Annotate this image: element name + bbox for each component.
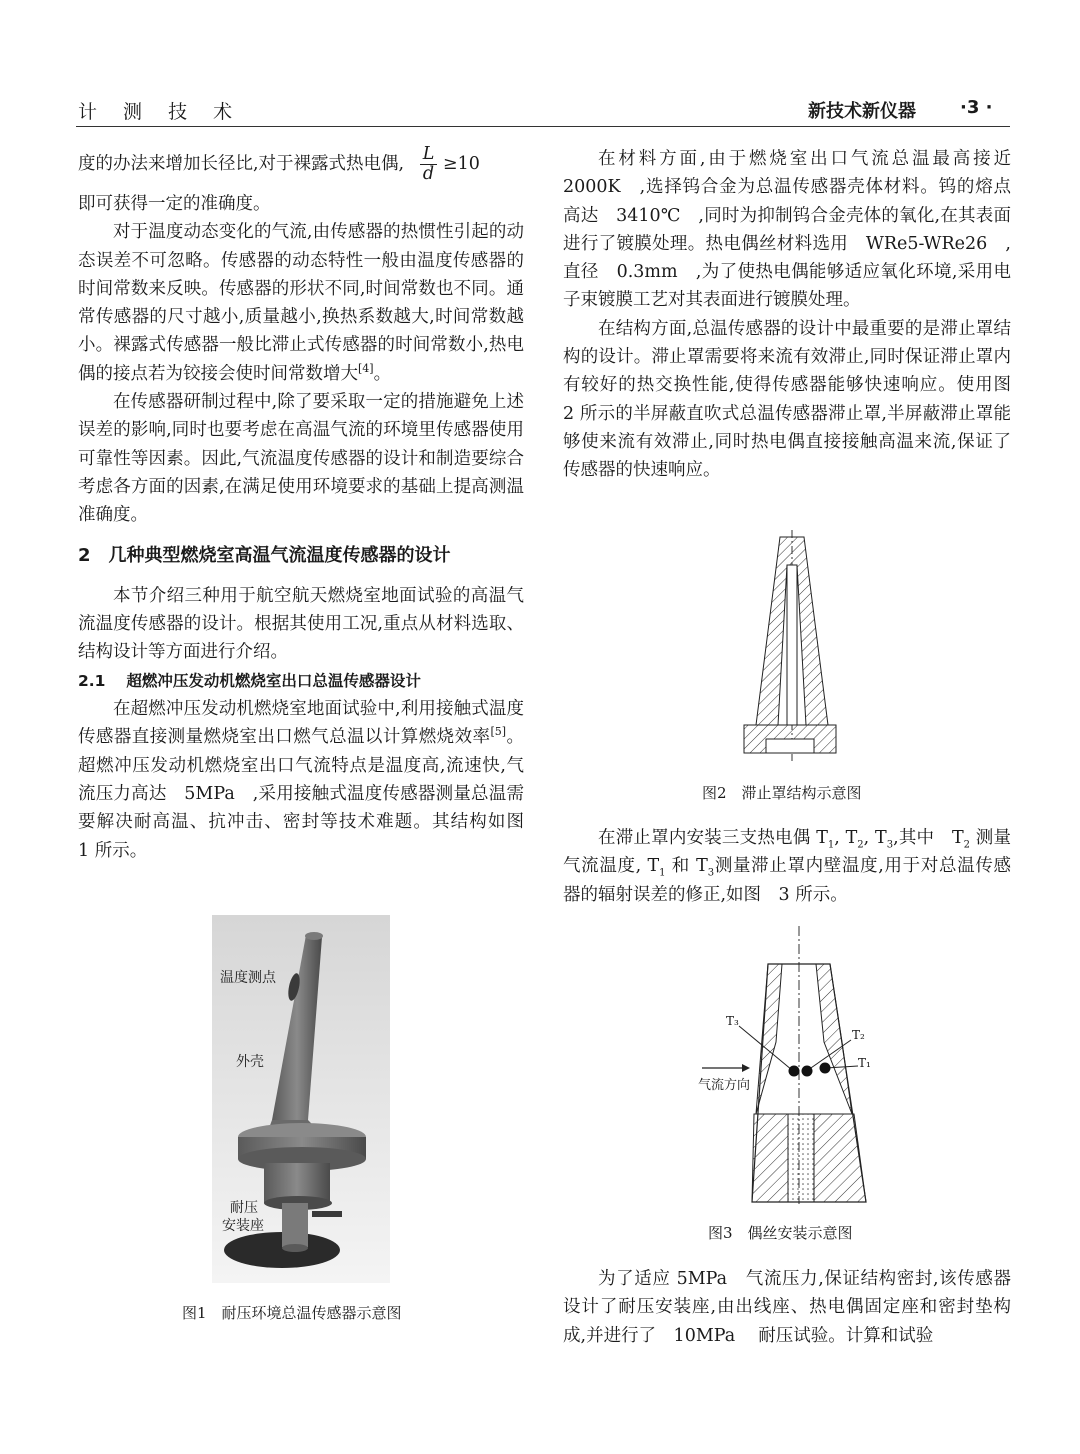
figure-1-caption: 图1 耐压环境总温传感器示意图 (182, 1304, 402, 1322)
paragraph-r2: 在结构方面,总温传感器的设计中最重要的是滞止罩结构的设计。滞止罩需要将来流有效滞止,同时保证滞止罩内有较好的热交换性能,使得传感器能够快速响应。使用图 2 所示的半屏蔽直吹式总温传感器滞止罩,半屏蔽滞止罩能够使来流有效滞止,同时热电偶直接接触高温来流,保证了传感器的快速响应。 (563, 318, 1029, 481)
subscript-3: 3 (886, 839, 894, 851)
right-column-top (563, 145, 1029, 485)
paragraph-1 (78, 145, 524, 184)
journal-name: 计 测 技 术 (78, 101, 243, 123)
ratio-formula (420, 145, 438, 184)
label-t1: T₁ (858, 1056, 871, 1070)
subscript-1: 1 (827, 839, 835, 851)
paragraph-5 (78, 695, 542, 865)
paragraph-end: 。 (373, 363, 392, 384)
citation: [4] (358, 361, 374, 375)
label-temperature-point: 温度测点 (220, 970, 276, 986)
subscript-3b: 3 (707, 867, 715, 879)
paragraph-r3 (563, 824, 1011, 909)
paragraph-text: ,其中 T (893, 828, 964, 848)
right-column-bottom (563, 1265, 1011, 1350)
paragraph-text: 和 T (665, 856, 708, 877)
paragraph-2 (78, 218, 524, 388)
stagnation-cover-drawing (740, 525, 840, 765)
paragraph-1-end: 即可获得一定的准确度。 (78, 194, 271, 214)
subsection-heading-2-1: 2.1 超燃冲压发动机燃烧室出口总温传感器设计 (78, 671, 421, 690)
paragraph-text: 测量滞止罩内壁温度,用于对总温传感器的辐射误差的修正,如图 3 所示。 (563, 856, 1011, 905)
column-title: 新技术新仪器 (808, 101, 916, 122)
label-t3: T₃ (726, 1014, 739, 1028)
subscript-2b: 2 (963, 839, 970, 851)
paragraph-4: 本节介绍三种用于航空航天燃烧室地面试验的高温气流温度传感器的设计。根据其使用工况,重点从材料选取、结构设计等方面进行介绍。 (78, 585, 524, 663)
subscript-1b: 1 (659, 867, 666, 879)
paragraph-r1: 在材料方面,由于燃烧室出口气流总温最高接近 2000K ,选择钨合金为总温传感器壳体材料。钨的熔点高达 3410℃ ,同时为抑制钨合金壳体的氧化,在其表面进行了镀膜处理。热电偶丝材料选用 WRe5-WRe26 ,直径 0.3mm ,为了使热电偶能够适应氧化环境,采用电子束镀膜工艺对其表面进行镀膜处理。 (563, 149, 1029, 311)
figure-3 (696, 922, 876, 1207)
paragraph-r4: 为了适应 5MPa 气流压力,保证结构密封,该传感器设计了耐压安装座,由出线座、热电偶固定座和密封垫构成,并进行了 10MPa 耐压试验。计算和试验 (563, 1269, 1011, 1346)
subscript-2: 2 (857, 839, 864, 851)
paragraph-text: , T (834, 828, 858, 848)
paragraph-text: 度的办法来增加长径比,对于裸露式热电偶, (78, 154, 405, 174)
label-mount-2: 安装座 (222, 1218, 264, 1234)
formula-denominator: d (422, 164, 435, 184)
label-mount-1: 耐压 (230, 1200, 258, 1216)
paragraph-text: 在超燃冲压发动机燃烧室地面试验中,利用接触式温度传感器直接测量燃烧室出口燃气总温以计算燃烧效率 (78, 699, 524, 748)
figure-2 (740, 525, 840, 765)
paragraph-text: 对于温度动态变化的气流,由传感器的热惯性引起的动态误差不可忽略。传感器的动态特性一般由温度传感器的时间常数来反映。传感器的形状不同,时间常数也不同。通常传感器的尺寸越小,质量越小,换热系数越大,时间常数越小。裸露式传感器一般比滞止式传感器的时间常数小,热电偶的接点若为铰接会使时间常数增大 (78, 222, 524, 384)
paragraph-text: 。超燃冲压发动机燃烧室出口气流特点是温度高,流速快,气流压力高达 5MPa ,采用接触式温度传感器测量总温需要解决耐高温、抗冲击、密封等技术难题。其结构如图 1 所示。 (78, 727, 542, 861)
header-rule (76, 126, 1010, 127)
figure-2-caption: 图2 滞止罩结构示意图 (702, 784, 862, 802)
paragraph-3: 在传感器研制过程中,除了要采取一定的措施避免上述误差的影响,同时也要考虑在高温气流的环境里传感器使用可靠性等因素。因此,气流温度传感器的设计和制造要综合考虑各方面的因素,在满足使用环境要求的基础上提高测温准确度。 (78, 392, 524, 526)
figure-1 (212, 915, 390, 1283)
section-heading-2: 2 几种典型燃烧室高温气流温度传感器的设计 (78, 544, 451, 566)
page-number: ·3 · (960, 97, 993, 118)
label-t2: T₂ (852, 1028, 865, 1042)
figure-3-caption: 图3 偶丝安装示意图 (708, 1224, 853, 1242)
citation: [5] (490, 725, 507, 739)
formula-numerator: L (420, 145, 438, 165)
paragraph-text: 在滞止罩内安装三支热电偶 T (598, 828, 828, 848)
paragraph-text: 测量气流温度, T (563, 828, 1011, 877)
thermocouple-install-drawing (696, 922, 876, 1207)
right-column-mid (563, 824, 1011, 909)
left-column (78, 144, 542, 865)
label-shell: 外壳 (236, 1054, 264, 1070)
formula-relation: ≥10 (442, 154, 480, 174)
paragraph-text: , T (863, 828, 887, 848)
label-flow-direction: 气流方向 (698, 1078, 751, 1093)
